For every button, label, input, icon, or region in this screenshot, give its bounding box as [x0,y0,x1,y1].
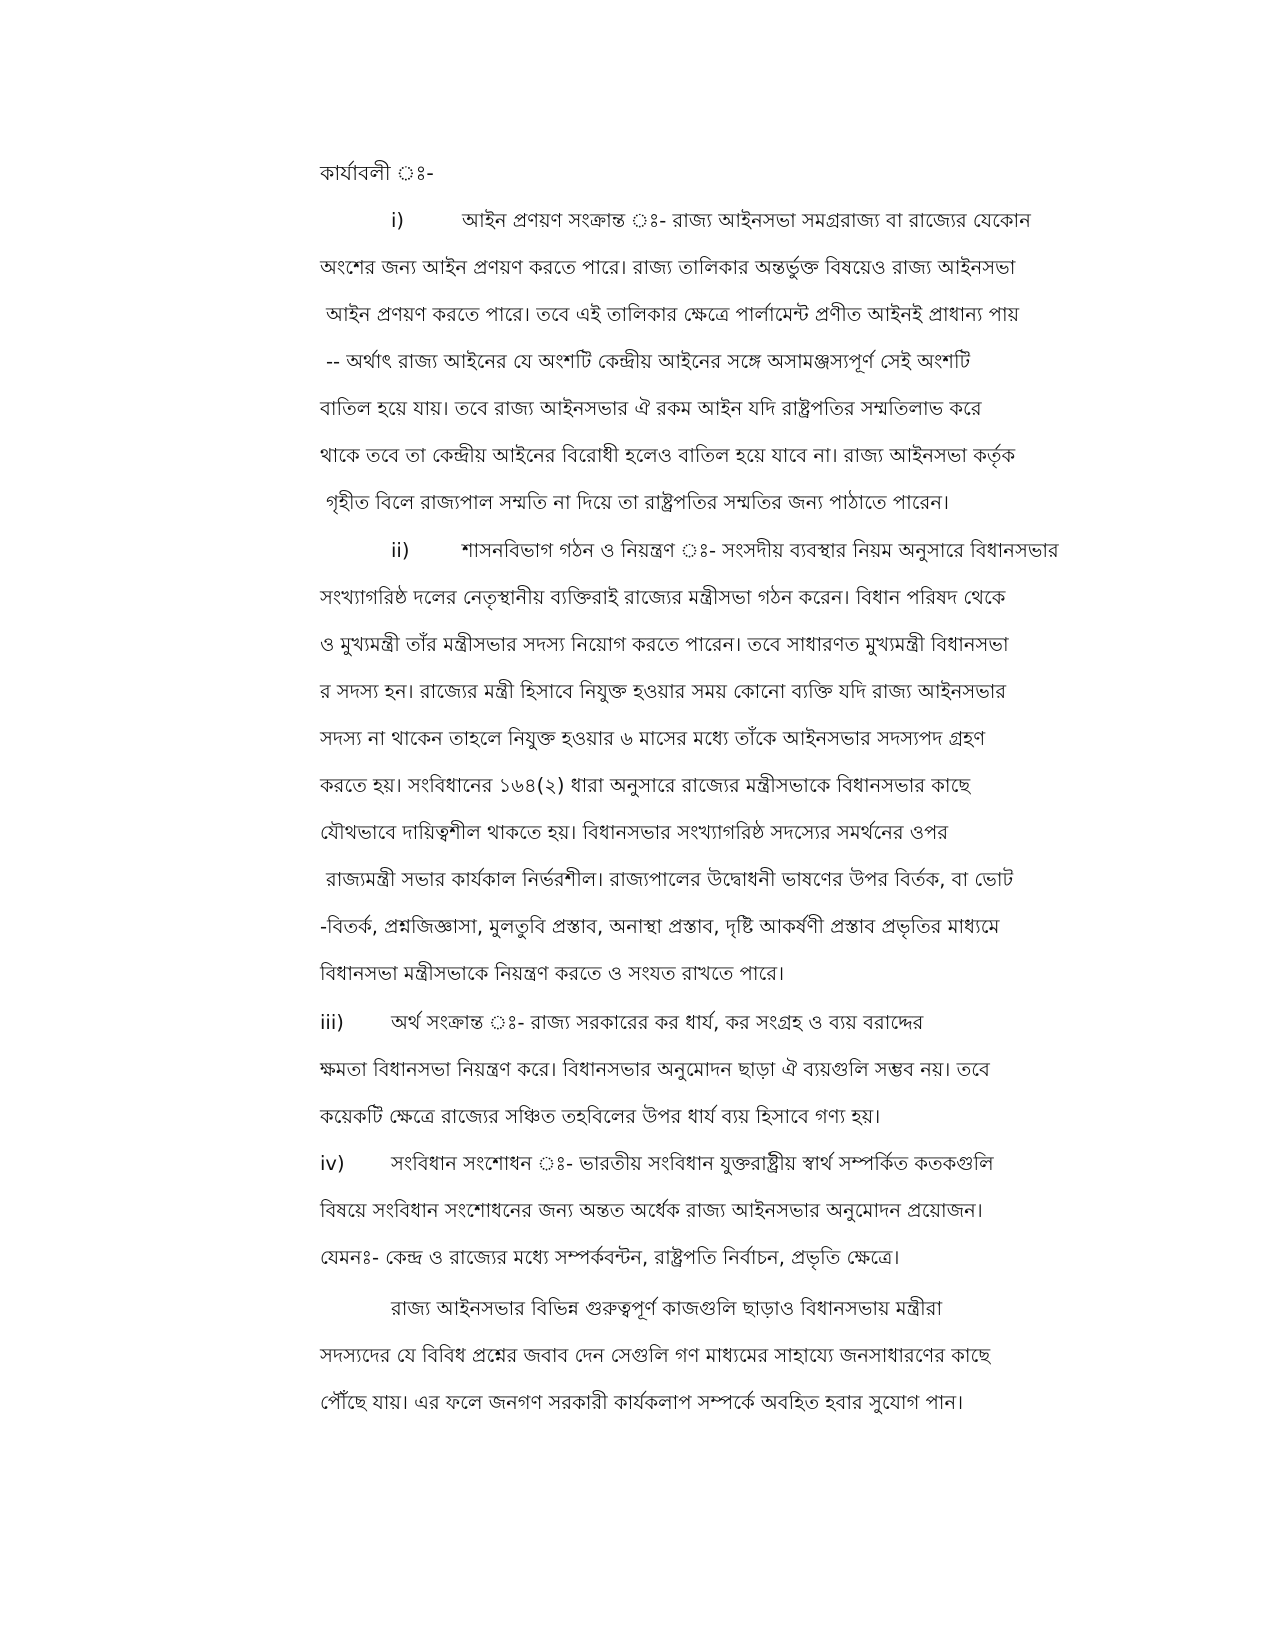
closing-line: পৌঁছে যায়। এর ফলে জনগণ সরকারী কার্যকলাপ সম্পর্কে অবহিত হবার সুযোগ পান। [320,1391,964,1414]
closing-line: রাজ্য আইনসভার বিভিন্ন গুরুত্বপূর্ণ কাজগুলি ছাড়াও বিধানসভায় মন্ত্রীরা [391,1297,943,1320]
section-line: আইন প্রণয়ণ করতে পারে। তবে এই তালিকার ক্ষেত্রে পার্লামেন্ট প্রণীত আইনই প্রাধান্য পায় [326,303,1020,326]
section-line: যেমনঃ- কেন্দ্র ও রাজ্যের মধ্যে সম্পর্কবন্টন, রাষ্ট্রপতি নির্বাচন, প্রভৃতি ক্ষেত্রে। [320,1246,900,1269]
section-line: ক্ষমতা বিধানসভা নিয়ন্ত্রণ করে। বিধানসভার অনুমোদন ছাড়া ঐ ব্যয়গুলি সম্ভব নয়। তবে [320,1058,990,1081]
section-line: থাকে তবে তা কেন্দ্রীয় আইনের বিরোধী হলেও বাতিল হয়ে যাবে না। রাজ্য আইনসভা কর্তৃক [320,444,1016,467]
document-heading: কার্যাবলী ঃ- [320,161,434,185]
section-line: শাসনবিভাগ গঠন ও নিয়ন্ত্রণ ঃ- সংসদীয় ব্যবস্থার নিয়ম অনুসারে বিধানসভার [462,539,1059,562]
section-line: অর্থ সংক্রান্ত ঃ- রাজ্য সরকারের কর ধার্য, কর সংগ্রহ ও ব্যয় বরাদ্দের [391,1011,924,1034]
section-line: অংশের জন্য আইন প্রণয়ণ করতে পারে। রাজ্য তালিকার অন্তর্ভুক্ত বিষয়েও রাজ্য আইনসভা [320,256,1016,279]
section-line: আইন প্রণয়ণ সংক্রান্ত ঃ- রাজ্য আইনসভা সমগ্ররাজ্য বা রাজ্যের যেকোন [462,209,1031,232]
section-line: বিষয়ে সংবিধান সংশোধনের জন্য অন্তত অর্ধেক রাজ্য আইনসভার অনুমোদন প্রয়োজন। [320,1199,983,1222]
section-marker: i) [391,209,405,232]
section-line: সংবিধান সংশোধন ঃ- ভারতীয় সংবিধান যুক্তরাষ্ট্রীয় স্বার্থ সম্পর্কিত কতকগুলি [391,1152,994,1175]
section-marker: iii) [320,1011,344,1034]
section-marker: iv) [320,1152,345,1175]
section-line: যৌথভাবে দায়িত্বশীল থাকতে হয়। বিধানসভার সংখ্যাগরিষ্ঠ সদস্যের সমর্থনের ওপর [320,821,949,844]
section-line: বাতিল হয়ে যায়। তবে রাজ্য আইনসভার ঐ রকম আইন যদি রাষ্ট্রপতির সম্মতিলাভ করে [320,397,982,420]
section-line: -বিতর্ক, প্রশ্নজিজ্ঞাসা, মুলতুবি প্রস্তাব, অনাস্থা প্রস্তাব, দৃষ্টি আকর্ষণী প্রস্তাব প্রভৃতির মাধ্যমে [320,915,1000,938]
section-line: -- অর্থাৎ রাজ্য আইনের যে অংশটি কেন্দ্রীয় আইনের সঙ্গে অসামঞ্জস্যপূর্ণ সেই অংশটি [326,350,971,373]
section-line: বিধানসভা মন্ত্রীসভাকে নিয়ন্ত্রণ করতে ও সংযত রাখতে পারে। [320,962,785,985]
closing-line: সদস্যদের যে বিবিধ প্রশ্নের জবাব দেন সেগুলি গণ মাধ্যমের সাহায্যে জনসাধারণের কাছে [320,1344,991,1367]
section-line: কয়েকটি ক্ষেত্রে রাজ্যের সঞ্চিত তহবিলের উপর ধার্য ব্যয় হিসাবে গণ্য হয়। [320,1105,881,1128]
section-line: ও মুখ্যমন্ত্রী তাঁর মন্ত্রীসভার সদস্য নিয়োগ করতে পারেন। তবে সাধারণত মুখ্যমন্ত্রী বিধানসভা [320,633,1009,656]
section-marker: ii) [391,539,410,562]
section-line: গৃহীত বিলে রাজ্যপাল সম্মতি না দিয়ে তা রাষ্ট্রপতির সম্মতির জন্য পাঠাতে পারেন। [326,491,949,514]
section-line: রাজ্যমন্ত্রী সভার কার্যকাল নির্ভরশীল। রাজ্যপালের উদ্বোধনী ভাষণের উপর বির্তক, বা ভোট [326,868,1014,891]
section-line: সদস্য না থাকেন তাহলে নিযুক্ত হওয়ার ৬ মাসের মধ্যে তাঁকে আইনসভার সদস্যপদ গ্রহণ [320,727,986,750]
section-line: সংখ্যাগরিষ্ঠ দলের নেতৃস্থানীয় ব্যক্তিরাই রাজ্যের মন্ত্রীসভা গঠন করেন। বিধান পরিষদ থেকে [320,586,1006,609]
section-line: র সদস্য হন। রাজ্যের মন্ত্রী হিসাবে নিযুক্ত হওয়ার সময় কোনো ব্যক্তি যদি রাজ্য আইনসভার [320,680,1007,703]
section-line: করতে হয়। সংবিধানের ১৬৪(২) ধারা অনুসারে রাজ্যের মন্ত্রীসভাকে বিধানসভার কাছে [320,774,971,797]
